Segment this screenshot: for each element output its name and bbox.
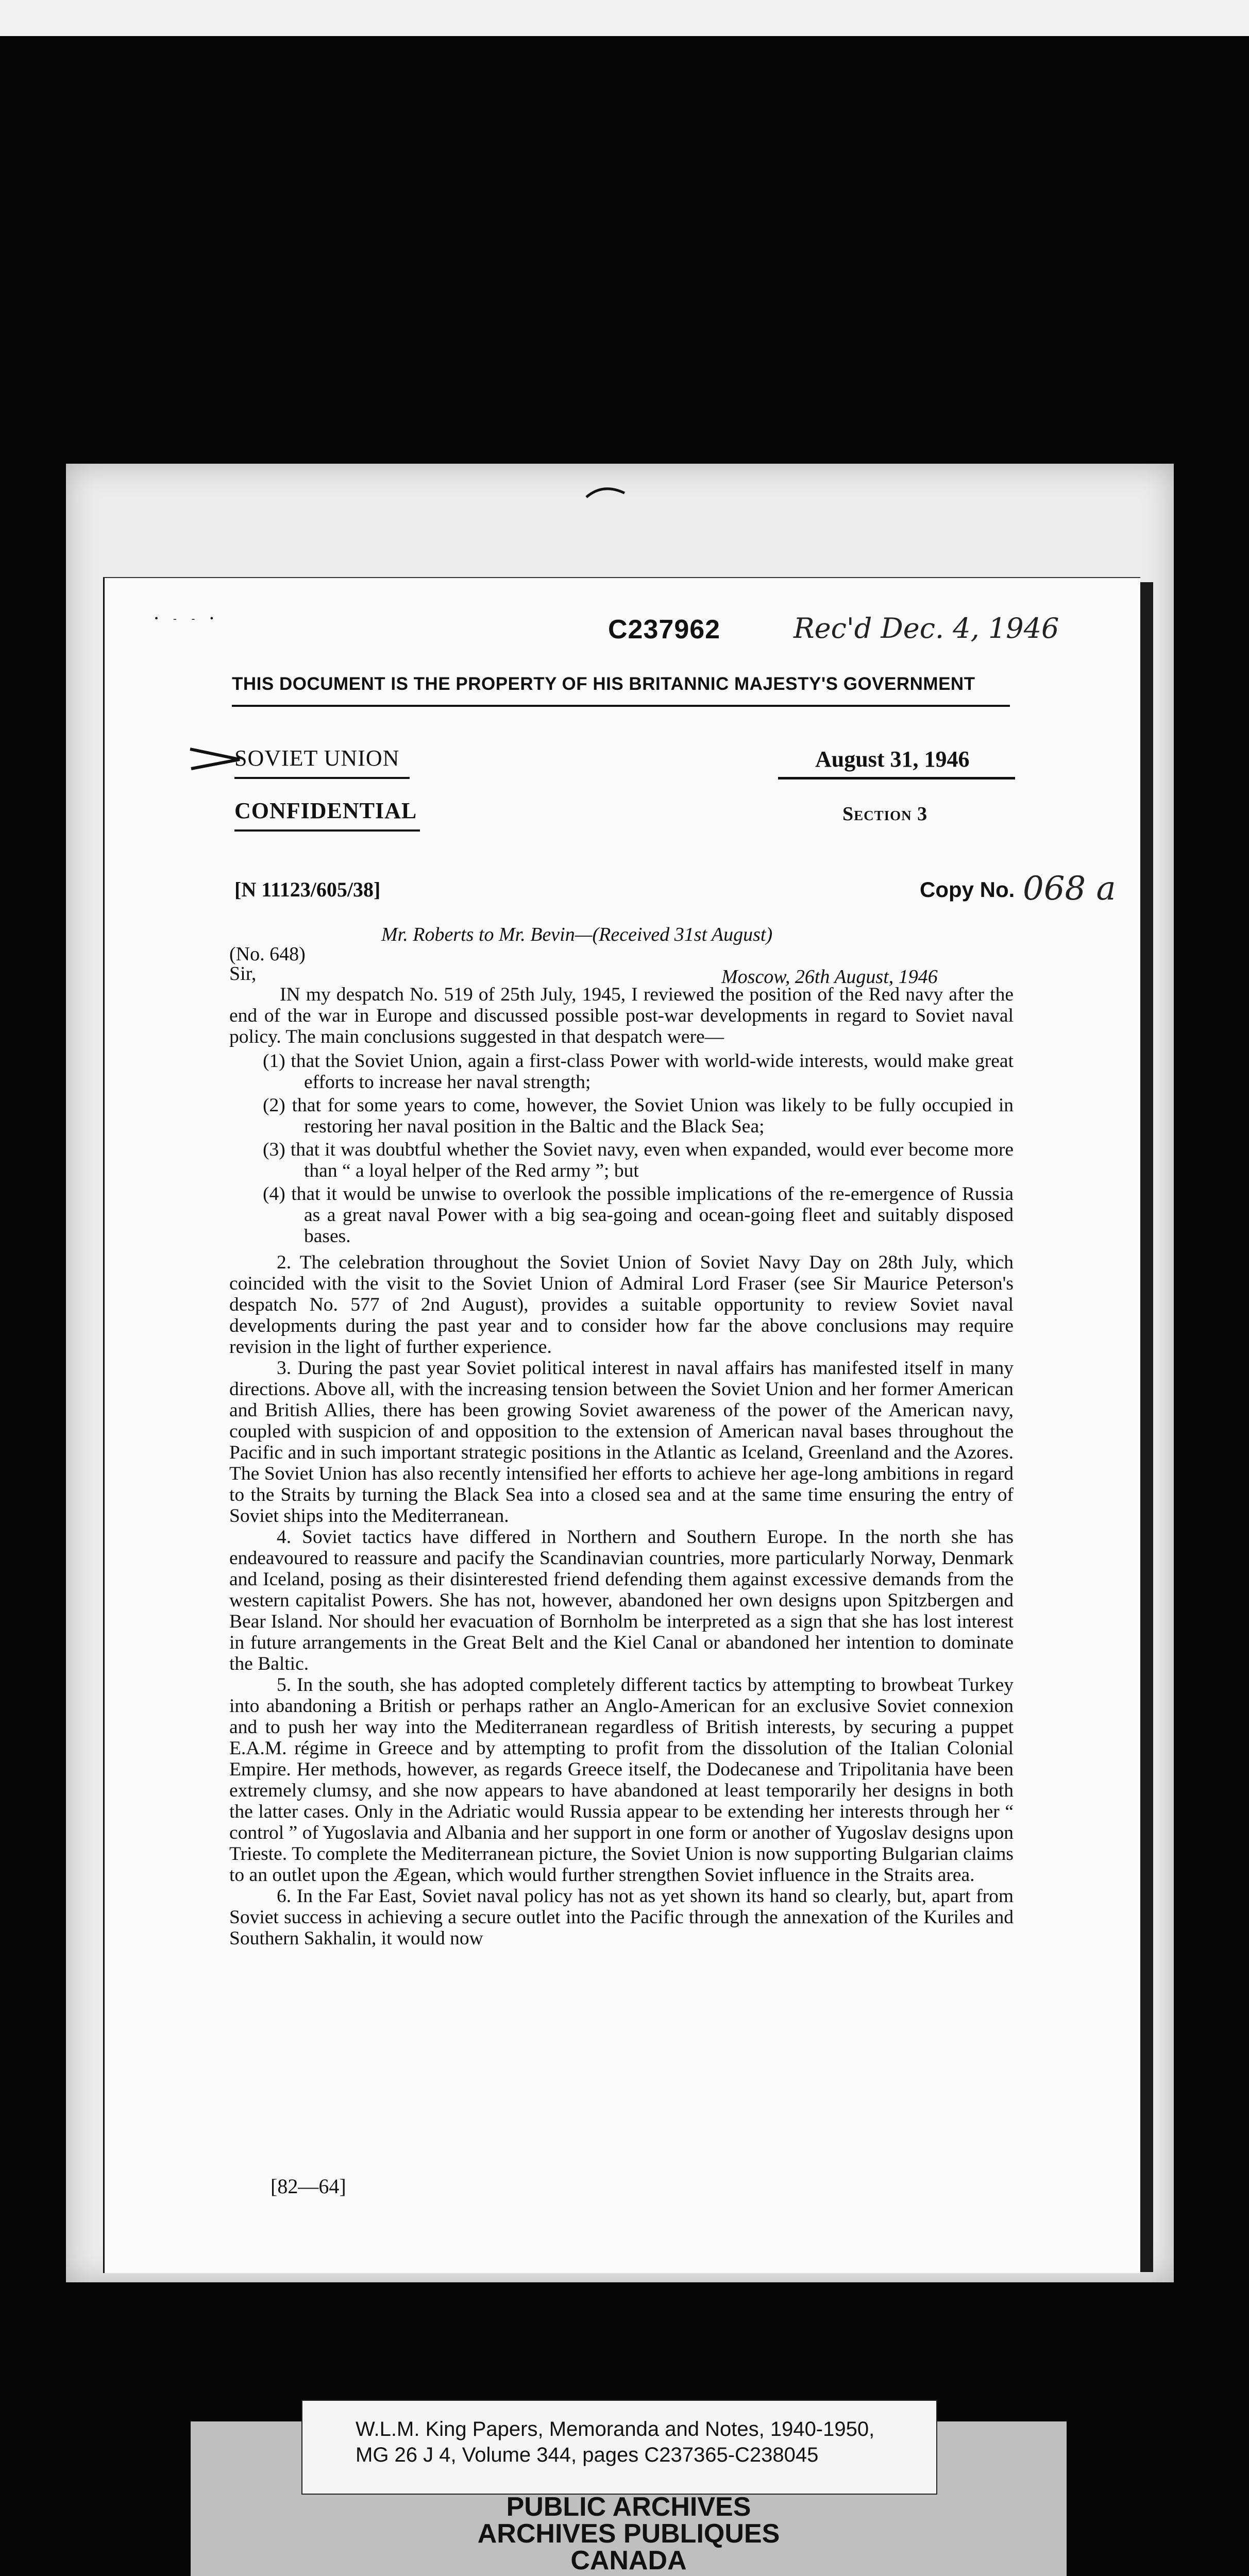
page-edge-shadow	[1139, 582, 1153, 2272]
list-item	[229, 1139, 1014, 1181]
list-item-number: (4)	[263, 1183, 285, 1205]
divider	[232, 705, 1010, 707]
conclusions-list	[229, 1050, 1014, 1247]
divider	[234, 777, 410, 779]
list-item	[229, 1183, 1014, 1247]
list-item-text: that it would be unwise to overlook the possible implications of the re-emergence of Russia as a great naval Power with a big sea-going and ocean-going fleet and suitably disposed bases.	[291, 1183, 1014, 1247]
classification-heading: CONFIDENTIAL	[234, 798, 417, 823]
list-item-text: that for some years to come, however, the Soviet Union was likely to be fully occupied in restoring her naval position in the Baltic and the Black Sea;	[292, 1095, 1014, 1137]
intro-paragraph: IN my despatch No. 519 of 25th July, 1945, I reviewed the position of the Red navy after the end of the war in Europe and discussed possible post-war developments in regard to Soviet naval policy. The main conclusions suggested in that despatch were—	[229, 984, 1014, 1047]
archive-stamp	[191, 2494, 1067, 2574]
list-item-number: (2)	[263, 1095, 285, 1116]
paragraph: 3. During the past year Soviet political interest in naval affairs has manifested itself in many directions. Above all, with the increasing tension between the Soviet Union and her former American and British Allies, there has been growing Soviet awareness of the power of the American navy, coupled with suspicion of and opposition to the extension of American naval bases throughout the Pacific and in such important strategic positions in the Atlantic as Iceland, Greenland and the Azores. The Soviet Union has also recently intensified her efforts to achieve her age-long ambitions in regard to the Straits by turning the Black Sea into a closed sea and at the same time ensuring the entry of Soviet ships into the Mediterranean.	[229, 1358, 1014, 1527]
archive-stamp-line: PUBLIC ARCHIVES	[506, 2492, 751, 2522]
paragraph: 2. The celebration throughout the Soviet Union of Soviet Navy Day on 28th July, which coincided with the visit to the Soviet Union of Admiral Lord Fraser (see Sir Maurice Peterson's despatch No. 577 of 2nd August), provides a suitable opportunity to review Soviet naval developments during the past year and to consider how far the above conclusions may require revision in the light of further experience.	[229, 1252, 1014, 1358]
section-label: Section 3	[842, 803, 928, 825]
list-item-text: that it was doubtful whether the Soviet navy, even when expanded, would ever become more than “ a loyal helper of the Red army ”; but	[290, 1139, 1014, 1181]
paragraph: 5. In the south, she has adopted completely different tactics by attempting to browbeat Turkey into abandoning a British or perhaps rather an Anglo-American for an exclusive Soviet connexion and to push her way into the Mediterranean regardless of British interests, by securing a puppet E.A.M. régime in Greece and by attempting to profit from the dissolution of the Italian Colonial Empire. Her methods, however, as regards Greece itself, the Dodecanese and Tripolitania have been extremely clumsy, and she now appears to have abandoned at least temporarily her designs in both the latter cases. Only in the Adriatic would Russia appear to be extending her interests through her “ control ” of Yugoslavia and Albania and her support in one form or another of Yugoslav designs upon Trieste. To complete the Mediterranean picture, the Soviet Union is now supporting Bulgarian claims to an outlet upon the Ægean, which would further strengthen Soviet influence in the Straits area.	[229, 1674, 1014, 1886]
list-item-text: that the Soviet Union, again a first-class Power with world-wide interests, would make great efforts to increase her naval strength;	[291, 1050, 1014, 1093]
list-item-number: (1)	[263, 1050, 285, 1072]
dateline: Moscow, 26th August, 1946	[721, 966, 938, 988]
list-item	[229, 1095, 1014, 1137]
scan-top-margin	[0, 0, 1249, 36]
file-reference: [N 11123/605/38]	[234, 878, 381, 901]
archive-label-line: W.L.M. King Papers, Memoranda and Notes, 1940-1950,	[356, 2418, 875, 2441]
salutation: Sir,	[229, 963, 257, 985]
copy-label: Copy No.	[920, 877, 1015, 902]
archive-label-line: MG 26 J 4, Volume 344, pages C237365-C238045	[356, 2444, 819, 2466]
divider	[234, 829, 420, 832]
despatch-number: (No. 648)	[229, 943, 306, 965]
handwritten-copy-number: 068 a	[1023, 870, 1116, 908]
property-notice: THIS DOCUMENT IS THE PROPERTY OF HIS BRITANNIC MAJESTY'S GOVERNMENT	[232, 674, 975, 694]
letter-body	[229, 984, 1014, 1949]
paragraph: 4. Soviet tactics have differed in Northern and Southern Europe. In the north she has endeavoured to reassure and pacify the Scandinavian countries, more particularly Norway, Denmark and Iceland, posing as their disinterested friend defending them against excessive demands from the western capitalist Powers. She has not, however, abandoned her own designs upon Spitzbergen and Bear Island. Nor should her evacuation of Bornholm be interpreted as a sign that she has lost interest in future arrangements in the Great Belt and the Kiel Canal or abandoned her intention to dominate the Baltic.	[229, 1527, 1014, 1674]
divider	[778, 777, 1015, 779]
archive-label	[356, 2416, 922, 2468]
corner-marks: • - - •	[155, 613, 220, 624]
pencil-mark-icon	[582, 482, 629, 502]
archive-stamp-line: ARCHIVES PUBLIQUES	[477, 2519, 780, 2549]
archive-stamp-line: CANADA	[570, 2546, 687, 2575]
serial-number: C237962	[608, 615, 721, 645]
handwritten-received-note: Rec'd Dec. 4, 1946	[794, 612, 1059, 645]
sender-line: Mr. Roberts to Mr. Bevin—(Received 31st August)	[381, 924, 773, 945]
country-heading: SOVIET UNION	[234, 745, 400, 771]
list-item-number: (3)	[263, 1139, 285, 1160]
print-code: [82—64]	[271, 2175, 346, 2198]
list-item	[229, 1050, 1014, 1093]
document-date: August 31, 1946	[815, 747, 970, 772]
paragraph: 6. In the Far East, Soviet naval policy has not as yet shown its hand so clearly, but, apart from Soviet success in achieving a secure outlet into the Pacific through the annexation of the Kuriles and Southern Sakhalin, it would now	[229, 1886, 1014, 1949]
